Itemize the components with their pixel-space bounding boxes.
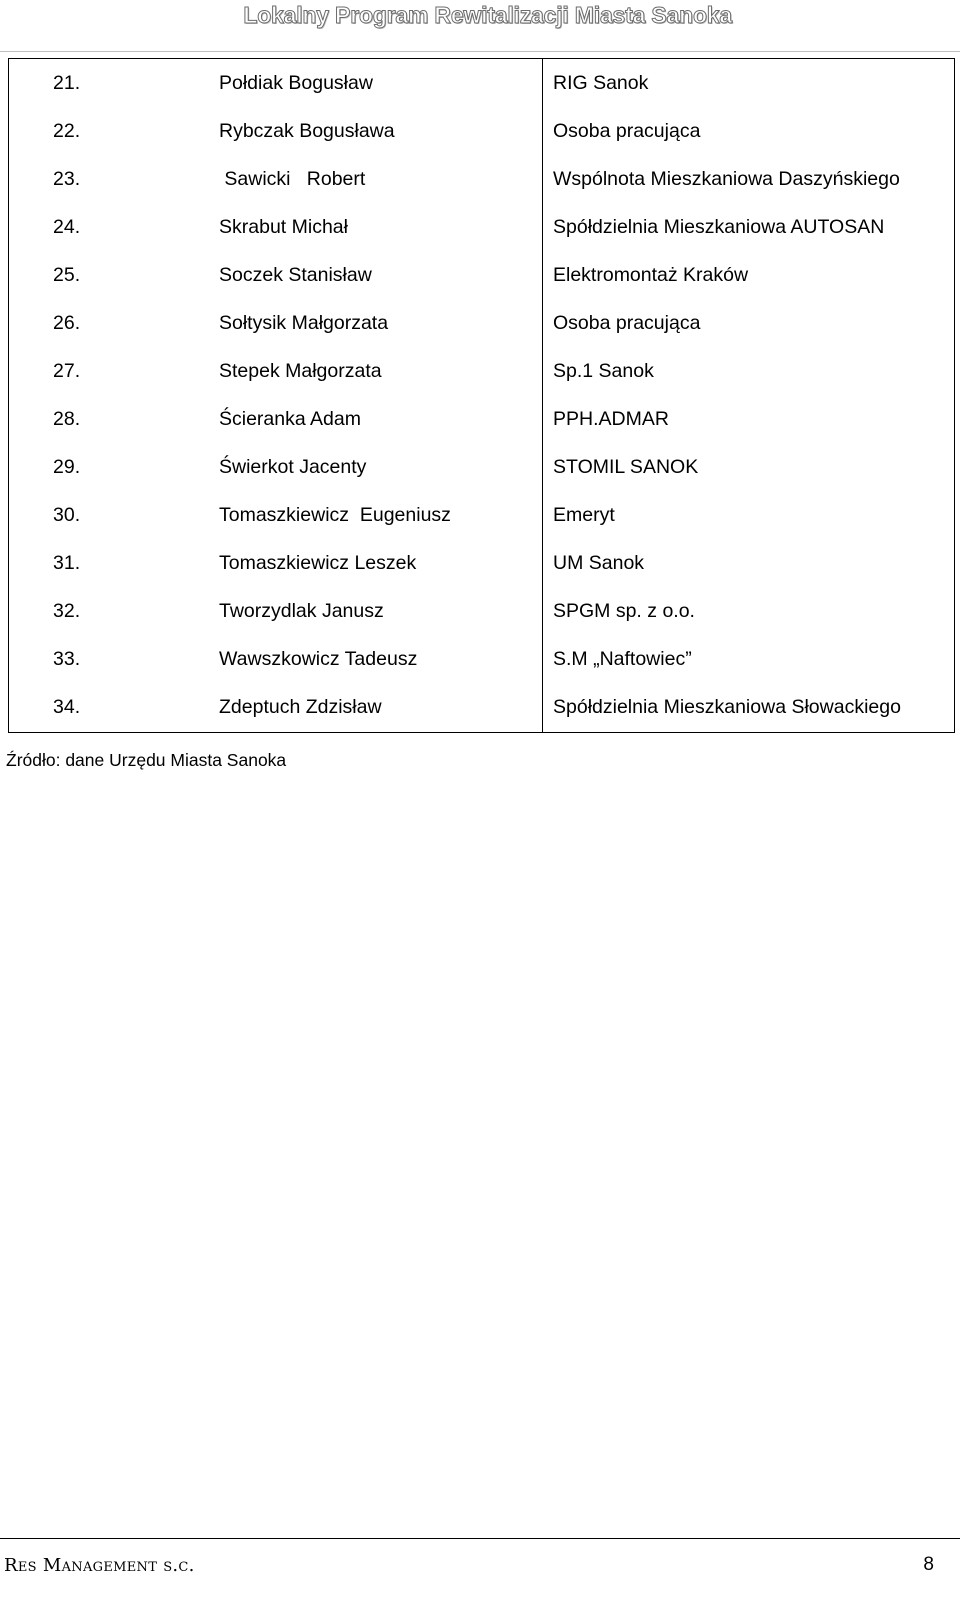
organization-cell — [543, 635, 955, 683]
row-number: 25. — [53, 263, 81, 286]
members-table-body — [9, 59, 955, 733]
row-number: 28. — [53, 407, 81, 430]
row-number: 27. — [53, 359, 81, 382]
number-name-cell — [9, 251, 543, 299]
number-name-cell — [9, 443, 543, 491]
organization-cell — [543, 347, 955, 395]
row-number: 32. — [53, 599, 81, 622]
member-organization: SPGM sp. z o.o. — [553, 599, 695, 622]
row-number: 24. — [53, 215, 81, 238]
row-number: 23. — [53, 167, 81, 190]
number-name-cell — [9, 347, 543, 395]
member-name: Stepek Małgorzata — [219, 359, 382, 382]
organization-cell — [543, 251, 955, 299]
member-organization: Osoba pracująca — [553, 119, 701, 142]
member-name: Sawicki Robert — [219, 167, 366, 190]
member-name: Ścieranka Adam — [219, 407, 361, 430]
member-organization: Wspólnota Mieszkaniowa Daszyńskiego — [553, 167, 900, 190]
member-organization: PPH.ADMAR — [553, 407, 669, 430]
table-row — [9, 491, 955, 539]
organization-cell — [543, 299, 955, 347]
organization-cell — [543, 587, 955, 635]
document-title: Lokalny Program Rewitalizacji Miasta Sanoka — [243, 2, 732, 28]
member-organization: Spółdzielnia Mieszkaniowa Słowackiego — [553, 696, 901, 719]
number-name-cell — [9, 635, 543, 683]
organization-cell — [543, 443, 955, 491]
member-name: Połdiak Bogusław — [219, 71, 373, 94]
row-number: 33. — [53, 647, 81, 670]
member-name: Wawszkowicz Tadeusz — [219, 647, 418, 670]
row-number: 30. — [53, 503, 81, 526]
member-name: Świerkot Jacenty — [219, 455, 367, 478]
table-row — [9, 395, 955, 443]
number-name-cell — [9, 395, 543, 443]
member-organization: Spółdzielnia Mieszkaniowa AUTOSAN — [553, 215, 885, 238]
member-name: Sołtysik Małgorzata — [219, 311, 389, 334]
number-name-cell — [9, 299, 543, 347]
page-footer — [0, 1538, 960, 1600]
member-name: Zdeptuch Zdzisław — [219, 696, 382, 719]
number-name-cell — [9, 59, 543, 107]
member-organization: Emeryt — [553, 503, 615, 526]
organization-cell — [543, 491, 955, 539]
member-organization: Sp.1 Sanok — [553, 359, 654, 382]
table-row — [9, 587, 955, 635]
member-organization: UM Sanok — [553, 551, 645, 574]
member-name: Tworzydlak Janusz — [219, 599, 384, 622]
row-number: 22. — [53, 119, 81, 142]
number-name-cell — [9, 155, 543, 203]
row-number: 31. — [53, 551, 81, 574]
member-organization: S.M „Naftowiec” — [553, 647, 692, 670]
organization-cell — [543, 683, 955, 733]
footer-company-name: Res Management s.c. — [4, 1555, 195, 1576]
source-note: Źródło: dane Urzędu Miasta Sanoka — [6, 750, 287, 770]
number-name-cell — [9, 203, 543, 251]
page-header — [0, 0, 960, 52]
organization-cell — [543, 107, 955, 155]
number-name-cell — [9, 491, 543, 539]
member-name: Skrabut Michał — [219, 215, 348, 238]
member-name: Tomaszkiewicz Leszek — [219, 551, 417, 574]
member-name: Rybczak Bogusława — [219, 119, 395, 142]
organization-cell — [543, 539, 955, 587]
member-organization: Elektromontaż Kraków — [553, 263, 749, 286]
table-row — [9, 299, 955, 347]
organization-cell — [543, 395, 955, 443]
member-organization: RIG Sanok — [553, 71, 649, 94]
row-number: 34. — [53, 696, 81, 719]
table-row — [9, 635, 955, 683]
number-name-cell — [9, 683, 543, 733]
table-row — [9, 251, 955, 299]
table-row — [9, 443, 955, 491]
member-organization: STOMIL SANOK — [553, 455, 699, 478]
page-number: 8 — [923, 1554, 934, 1575]
row-number: 26. — [53, 311, 81, 334]
member-organization: Osoba pracująca — [553, 311, 701, 334]
table-row — [9, 539, 955, 587]
table-row — [9, 683, 955, 733]
organization-cell — [543, 59, 955, 107]
organization-cell — [543, 155, 955, 203]
number-name-cell — [9, 539, 543, 587]
member-name: Tomaszkiewicz Eugeniusz — [219, 503, 451, 526]
number-name-cell — [9, 107, 543, 155]
organization-cell — [543, 203, 955, 251]
table-row — [9, 203, 955, 251]
row-number: 29. — [53, 455, 81, 478]
row-number: 21. — [53, 71, 81, 94]
members-table — [8, 58, 955, 733]
table-row — [9, 155, 955, 203]
table-row — [9, 59, 955, 107]
table-row — [9, 347, 955, 395]
table-row — [9, 107, 955, 155]
number-name-cell — [9, 587, 543, 635]
member-name: Soczek Stanisław — [219, 263, 372, 286]
